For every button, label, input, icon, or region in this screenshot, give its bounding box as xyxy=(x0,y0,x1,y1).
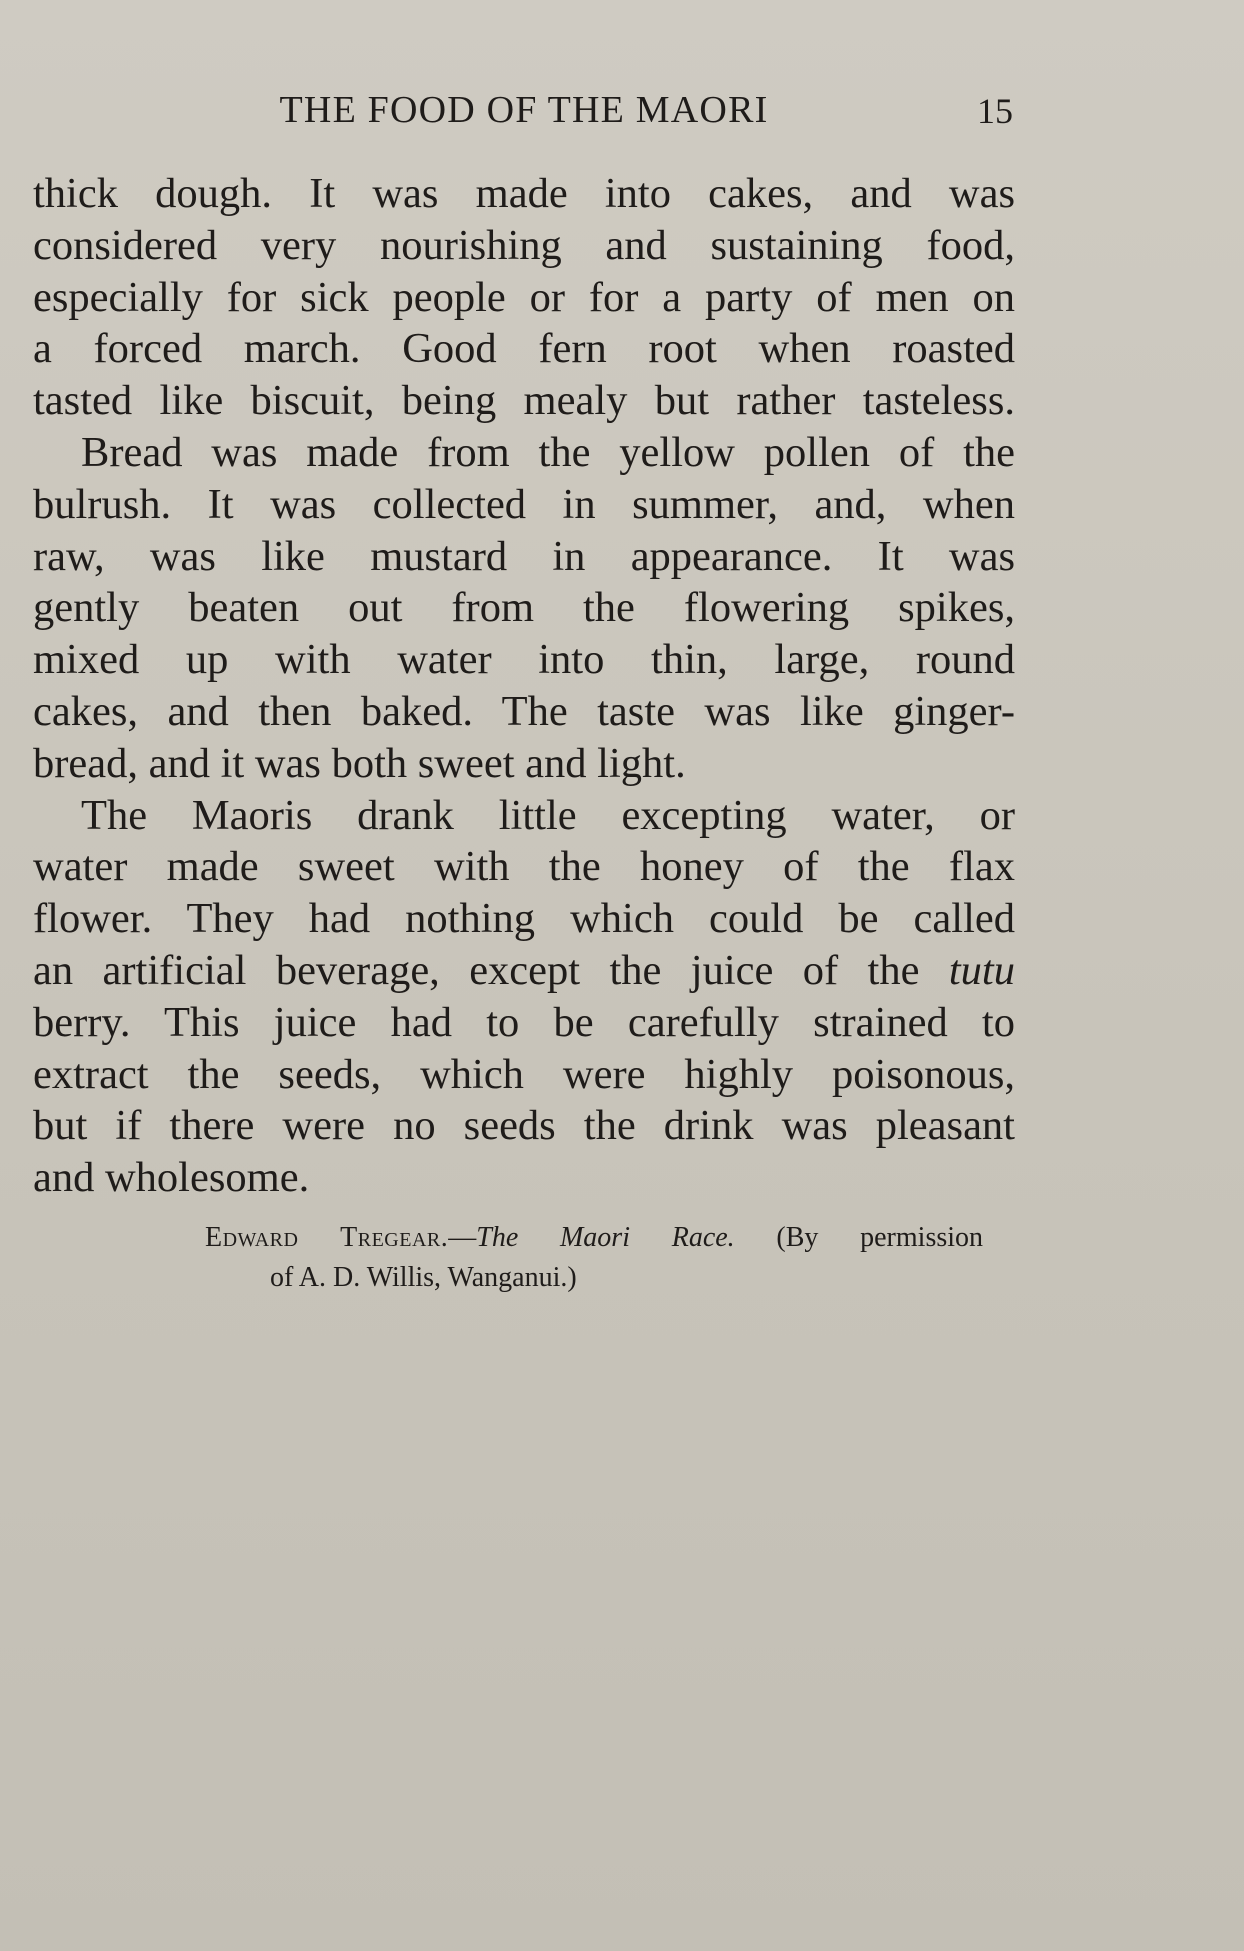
text-line: Bread was made from the yellow pollen of the xyxy=(81,428,1015,476)
citation-line xyxy=(205,1218,983,1258)
text-line: a forced march. Good fern root when roasted xyxy=(33,325,1015,373)
text-line: and wholesome. xyxy=(33,1154,310,1202)
text-line: water made sweet with the honey of the flax xyxy=(33,843,1015,891)
citation-author: Edward Tregear. xyxy=(205,1222,449,1253)
text-line: extract the seeds, which were highly poisonous, xyxy=(33,1050,1015,1098)
text-line: thick dough. It was made into cakes, and was xyxy=(33,170,1015,217)
text-line: raw, was like mustard in appearance. It was xyxy=(33,532,1015,580)
text-line: mixed up with water into thin, large, round xyxy=(33,636,1015,684)
text-line: bread, and it was both sweet and light. xyxy=(33,739,686,787)
text-span: an artificial beverage, except the juice of the xyxy=(33,946,920,994)
running-head xyxy=(33,88,1015,138)
page-number: 15 xyxy=(977,91,1013,131)
body-text xyxy=(33,168,1015,1204)
text-line: bulrush. It was collected in summer, and, when xyxy=(33,480,1015,528)
text-line-with-italic xyxy=(33,945,1015,997)
text-line: The Maoris drank little excepting water, or xyxy=(81,791,1015,839)
italic-word: tutu xyxy=(948,946,1015,994)
citation xyxy=(205,1218,983,1298)
text-line: cakes, and then baked. The taste was like ginger- xyxy=(33,687,1015,735)
text-line: especially for sick people or for a party of men on xyxy=(33,273,1015,321)
text-line: gently beaten out from the flowering spikes, xyxy=(33,584,1015,632)
citation-permission: (By permission xyxy=(776,1222,984,1253)
text-line: considered very nourishing and sustaining food, xyxy=(33,221,1015,269)
citation-dash: — xyxy=(448,1222,477,1253)
text-line: flower. They had nothing which could be called xyxy=(33,895,1015,943)
text-line: berry. This juice had to be carefully strained to xyxy=(33,998,1015,1046)
citation-line: of A. D. Willis, Wanganui.) xyxy=(270,1262,577,1293)
citation-work: The Maori Race. xyxy=(476,1222,735,1253)
text-line: but if there were no seeds the drink was pleasant xyxy=(33,1102,1015,1150)
text-line: tasted like biscuit, being mealy but rather tasteless. xyxy=(33,377,1015,425)
running-title: THE FOOD OF THE MAORI xyxy=(279,89,769,131)
